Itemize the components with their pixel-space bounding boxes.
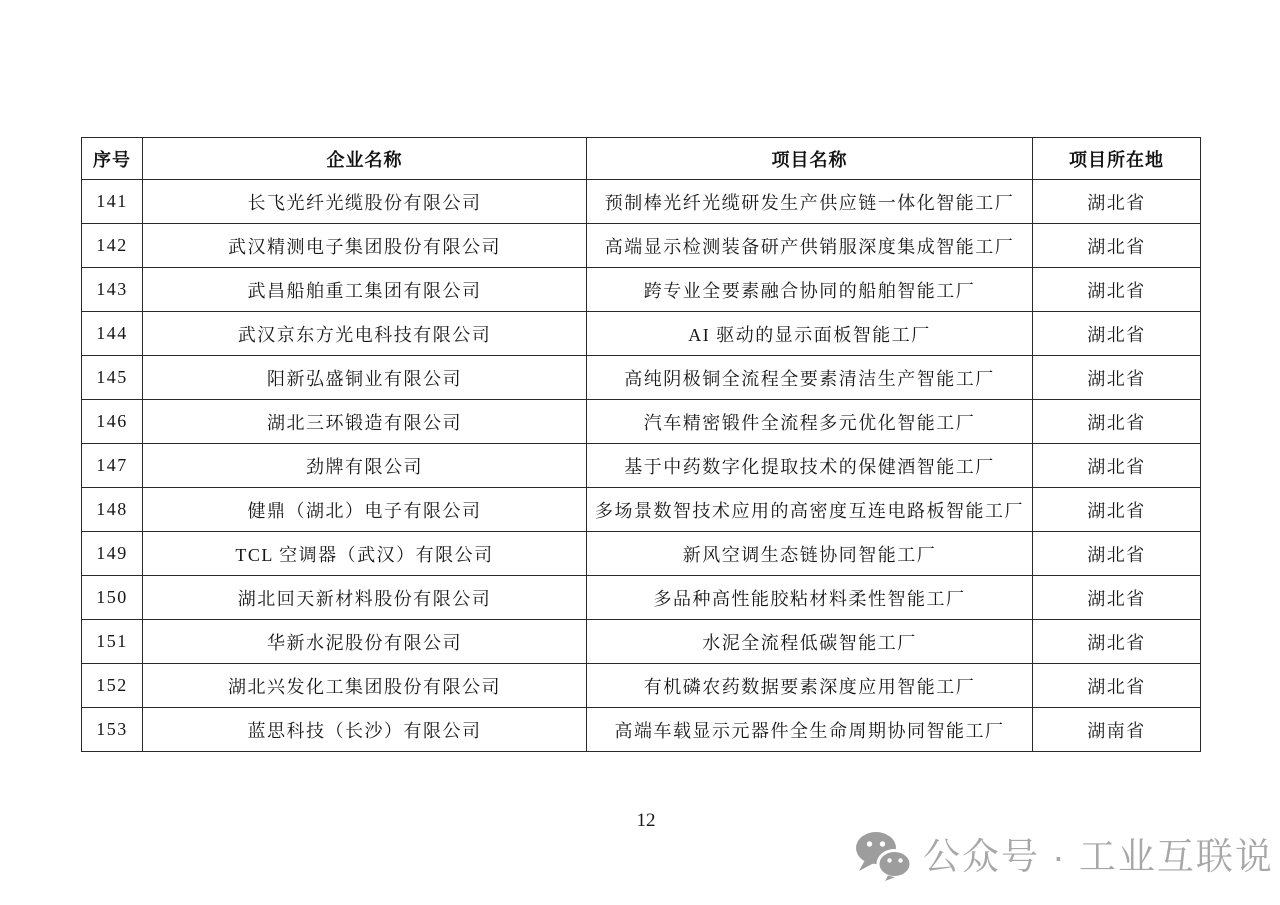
cell-project-location: 湖北省: [1033, 444, 1201, 488]
cell-company-name: 武汉精测电子集团股份有限公司: [143, 224, 587, 268]
cell-serial-number: 141: [82, 180, 143, 224]
table-row: [82, 708, 1201, 752]
cell-project-location: 湖北省: [1033, 268, 1201, 312]
cell-project-location: 湖北省: [1033, 312, 1201, 356]
cell-serial-number: 147: [82, 444, 143, 488]
table-row: [82, 312, 1201, 356]
cell-project-name: 新风空调生态链协同智能工厂: [587, 532, 1033, 576]
cell-serial-number: 144: [82, 312, 143, 356]
cell-project-location: 湖南省: [1033, 708, 1201, 752]
cell-project-name: 汽车精密锻件全流程多元优化智能工厂: [587, 400, 1033, 444]
cell-serial-number: 143: [82, 268, 143, 312]
table-row: [82, 576, 1201, 620]
cell-project-name: 预制棒光纤光缆研发生产供应链一体化智能工厂: [587, 180, 1033, 224]
table-body: [82, 180, 1201, 752]
cell-company-name: 湖北回天新材料股份有限公司: [143, 576, 587, 620]
cell-serial-number: 142: [82, 224, 143, 268]
header-project-location: 项目所在地: [1033, 138, 1201, 180]
cell-company-name: TCL 空调器（武汉）有限公司: [143, 532, 587, 576]
table-row: [82, 488, 1201, 532]
page-number: 12: [636, 810, 656, 831]
cell-project-location: 湖北省: [1033, 488, 1201, 532]
cell-project-name: 跨专业全要素融合协同的船舶智能工厂: [587, 268, 1033, 312]
project-list-table: [81, 137, 1201, 752]
cell-serial-number: 146: [82, 400, 143, 444]
cell-project-location: 湖北省: [1033, 620, 1201, 664]
cell-project-location: 湖北省: [1033, 532, 1201, 576]
table-row: [82, 180, 1201, 224]
cell-company-name: 劲牌有限公司: [143, 444, 587, 488]
cell-company-name: 蓝思科技（长沙）有限公司: [143, 708, 587, 752]
table-row: [82, 224, 1201, 268]
cell-serial-number: 151: [82, 620, 143, 664]
cell-serial-number: 152: [82, 664, 143, 708]
cell-project-location: 湖北省: [1033, 664, 1201, 708]
header-company-name: 企业名称: [143, 138, 587, 180]
cell-project-name: 基于中药数字化提取技术的保健酒智能工厂: [587, 444, 1033, 488]
watermark: [855, 831, 1274, 881]
header-project-name: 项目名称: [587, 138, 1033, 180]
table-row: [82, 532, 1201, 576]
cell-project-name: AI 驱动的显示面板智能工厂: [587, 312, 1033, 356]
table-row: [82, 400, 1201, 444]
cell-serial-number: 149: [82, 532, 143, 576]
header-serial-number: 序号: [82, 138, 143, 180]
table-row: [82, 664, 1201, 708]
table-row: [82, 620, 1201, 664]
cell-serial-number: 150: [82, 576, 143, 620]
table-header-row: [82, 138, 1201, 180]
cell-company-name: 健鼎（湖北）电子有限公司: [143, 488, 587, 532]
cell-serial-number: 148: [82, 488, 143, 532]
cell-project-location: 湖北省: [1033, 224, 1201, 268]
cell-company-name: 武汉京东方光电科技有限公司: [143, 312, 587, 356]
cell-company-name: 华新水泥股份有限公司: [143, 620, 587, 664]
cell-company-name: 湖北兴发化工集团股份有限公司: [143, 664, 587, 708]
cell-project-name: 多品种高性能胶粘材料柔性智能工厂: [587, 576, 1033, 620]
cell-project-name: 高纯阴极铜全流程全要素清洁生产智能工厂: [587, 356, 1033, 400]
cell-company-name: 湖北三环锻造有限公司: [143, 400, 587, 444]
watermark-label: 公众号 · 工业互联说: [923, 835, 1274, 877]
cell-company-name: 武昌船舶重工集团有限公司: [143, 268, 587, 312]
table-header: [82, 138, 1201, 180]
cell-company-name: 长飞光纤光缆股份有限公司: [143, 180, 587, 224]
cell-project-name: 多场景数智技术应用的高密度互连电路板智能工厂: [587, 488, 1033, 532]
cell-project-name: 高端车载显示元器件全生命周期协同智能工厂: [587, 708, 1033, 752]
cell-serial-number: 153: [82, 708, 143, 752]
table-row: [82, 444, 1201, 488]
cell-project-location: 湖北省: [1033, 576, 1201, 620]
cell-project-location: 湖北省: [1033, 356, 1201, 400]
cell-company-name: 阳新弘盛铜业有限公司: [143, 356, 587, 400]
cell-project-location: 湖北省: [1033, 400, 1201, 444]
cell-serial-number: 145: [82, 356, 143, 400]
cell-project-name: 有机磷农药数据要素深度应用智能工厂: [587, 664, 1033, 708]
wechat-icon: [855, 831, 913, 881]
cell-project-name: 高端显示检测装备研产供销服深度集成智能工厂: [587, 224, 1033, 268]
cell-project-name: 水泥全流程低碳智能工厂: [587, 620, 1033, 664]
table-row: [82, 356, 1201, 400]
cell-project-location: 湖北省: [1033, 180, 1201, 224]
table-row: [82, 268, 1201, 312]
